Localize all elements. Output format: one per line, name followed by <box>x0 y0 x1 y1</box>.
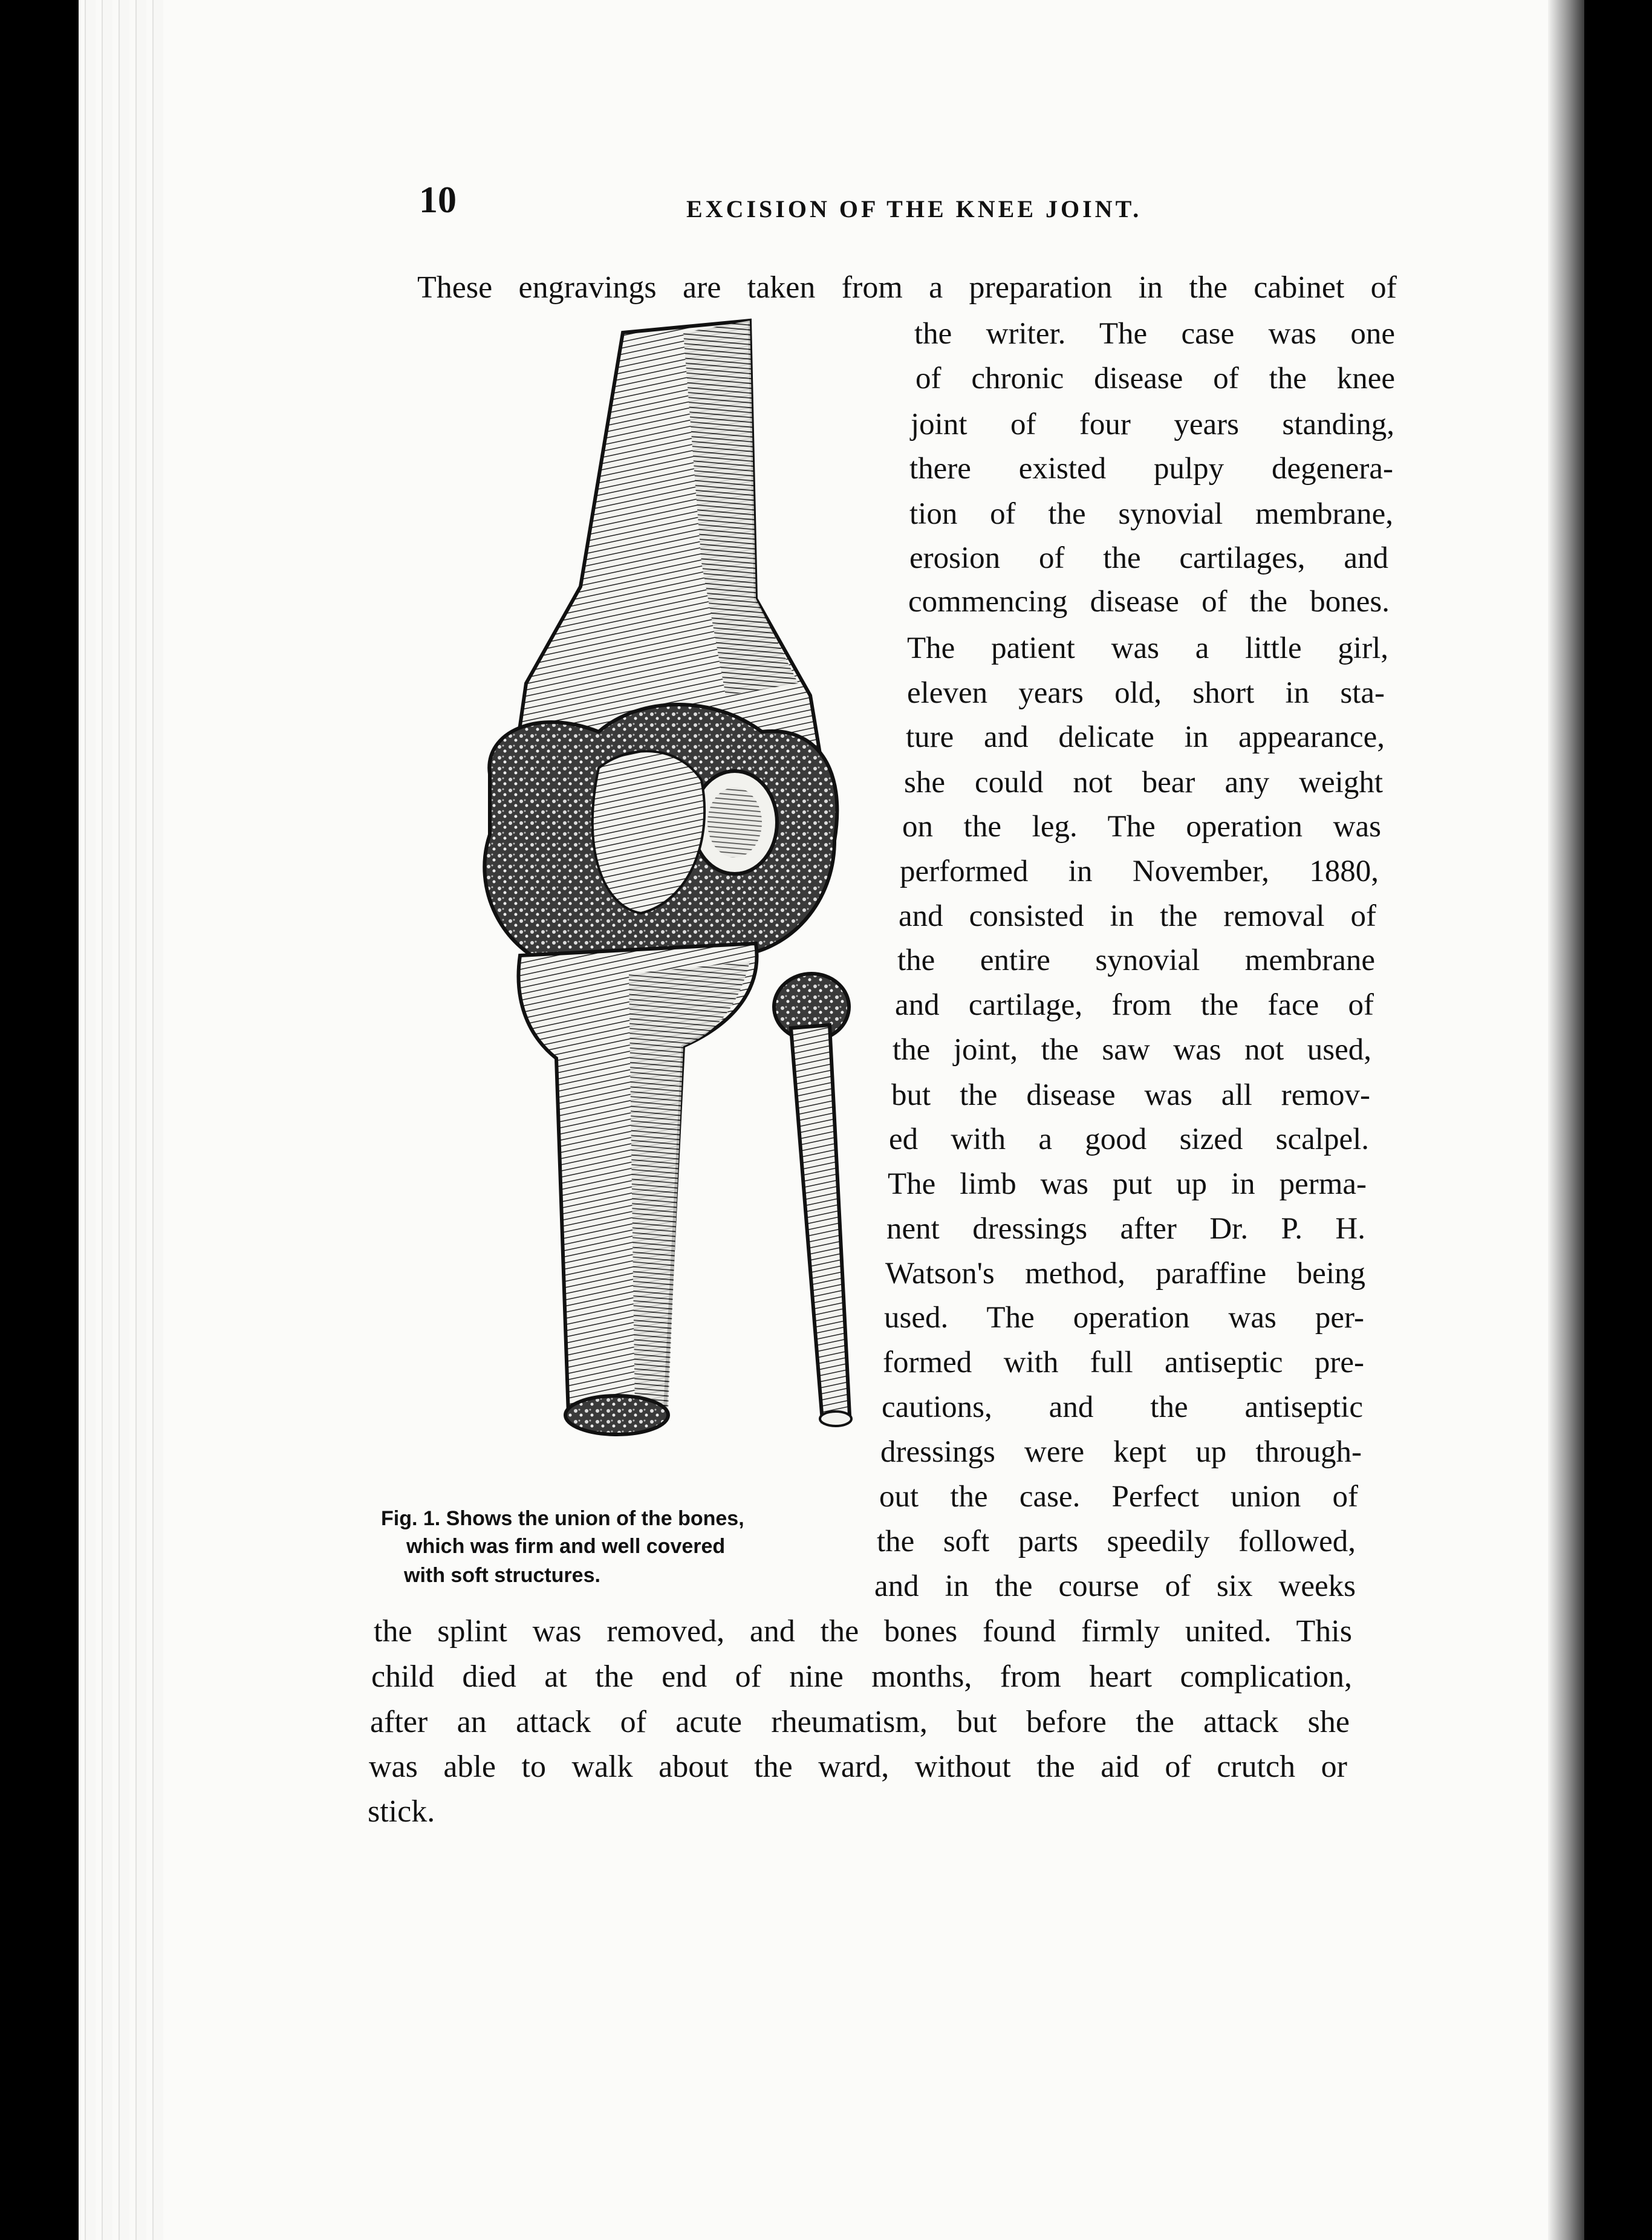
body-line: the writer. The case was one <box>914 317 1395 351</box>
body-line: and cartilage, from the face of <box>895 988 1374 1022</box>
body-line: performed in November, 1880, <box>900 855 1379 888</box>
running-head: EXCISION OF THE KNEE JOINT. <box>686 195 1142 223</box>
body-line: and consisted in the removal of <box>899 899 1376 933</box>
body-line: used. The operation was per- <box>884 1301 1364 1335</box>
body-line: the entire synovial membrane <box>897 943 1375 977</box>
body-line: dressings were kept up through- <box>880 1435 1362 1469</box>
body-line: the splint was removed, and the bones found firmly united. This <box>374 1614 1352 1649</box>
body-line: after an attack of acute rheumatism, but before the attack she <box>370 1705 1350 1739</box>
body-line: she could not bear any weight <box>904 766 1383 799</box>
body-line: and in the course of six weeks <box>874 1569 1356 1603</box>
knee-joint-engraving <box>399 308 895 1518</box>
body-line: formed with full antiseptic pre- <box>883 1346 1364 1379</box>
body-line: there existed pulpy degenera- <box>909 452 1393 486</box>
body-line: tion of the synovial membrane, <box>909 497 1393 531</box>
body-line: ed with a good sized scalpel. <box>889 1122 1369 1156</box>
figure-caption-line: with soft structures. <box>404 1564 600 1587</box>
body-line: cautions, and the antiseptic <box>882 1390 1363 1424</box>
page-number: 10 <box>419 180 457 221</box>
body-line: commencing disease of the bones. <box>908 585 1390 619</box>
body-line: child died at the end of nine months, from heart complication, <box>371 1659 1352 1694</box>
body-line: nent dressings after Dr. P. H. <box>886 1212 1365 1246</box>
body-line: was able to walk about the ward, without the aid of crutch or <box>369 1750 1347 1784</box>
body-line: the joint, the saw was not used, <box>893 1033 1371 1067</box>
figure-caption-line: Fig. 1. Shows the union of the bones, <box>381 1507 744 1530</box>
body-line: the soft parts speedily followed, <box>877 1525 1356 1558</box>
body-line: out the case. Perfect union of <box>879 1480 1358 1514</box>
figure-caption-line: which was firm and well covered <box>406 1535 726 1558</box>
body-line: on the leg. The operation was <box>902 810 1381 844</box>
body-line: Watson's method, paraffine being <box>885 1257 1365 1291</box>
body-line: but the disease was all remov- <box>891 1078 1370 1112</box>
body-line: These engravings are taken from a preparation in the cabinet of <box>417 270 1397 305</box>
body-line: joint of four years standing, <box>911 408 1394 441</box>
spine-shadow <box>1548 0 1584 2240</box>
body-line: stick. <box>368 1794 435 1829</box>
body-line: The patient was a little girl, <box>907 631 1388 665</box>
body-line: ture and delicate in appearance, <box>906 720 1385 754</box>
body-line: eleven years old, short in sta- <box>907 676 1385 710</box>
body-line: erosion of the cartilages, and <box>909 541 1388 575</box>
body-line: The limb was put up in perma- <box>888 1167 1367 1201</box>
page-edge-stack <box>79 0 163 2240</box>
body-line: of chronic disease of the knee <box>915 362 1395 396</box>
